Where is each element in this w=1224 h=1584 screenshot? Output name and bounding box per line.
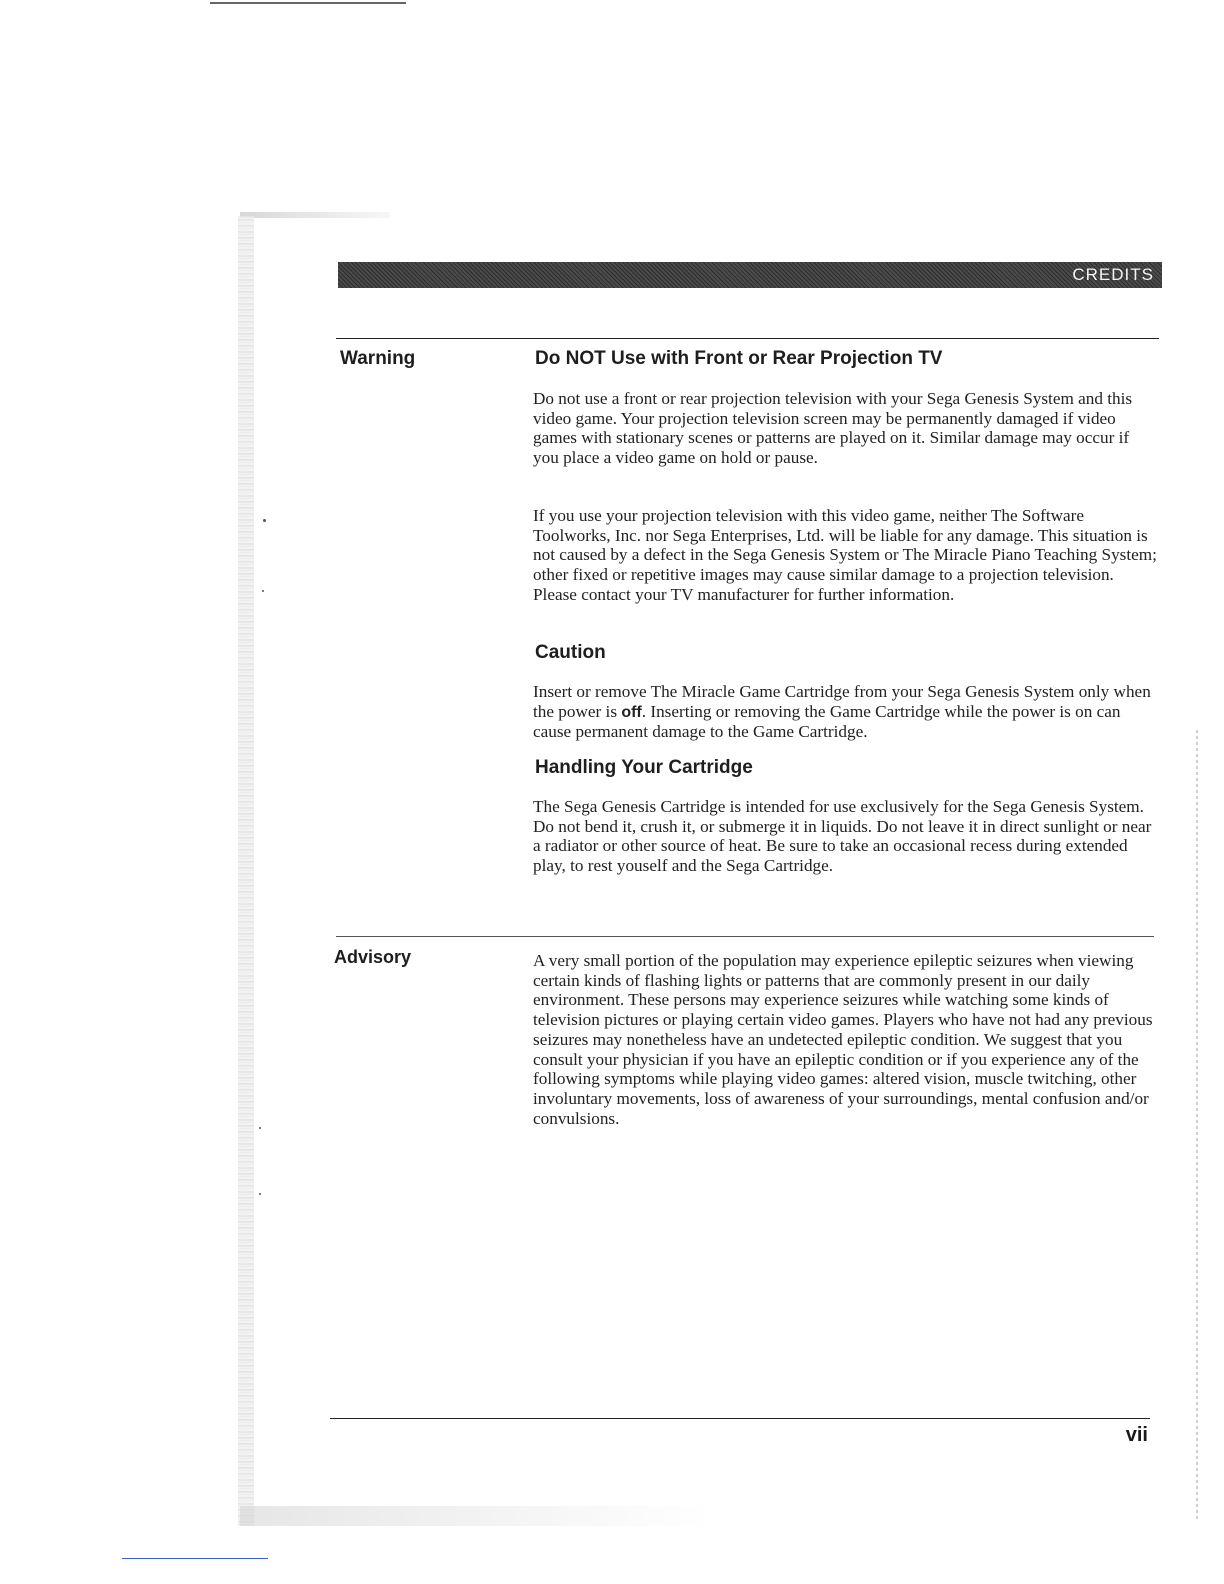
scan-binding-edge — [238, 216, 254, 1526]
section-divider — [336, 338, 1159, 339]
caution-paragraph — [533, 682, 1158, 742]
warning-paragraph-1: Do not use a front or rear projection television with your Sega Genesis System and this video game. Your projection television screen may be permanently damaged if video games with stationary scenes or patterns are played on it. Similar damage may occur if you place a video game on hold or pause. — [533, 389, 1133, 468]
advisory-label: Advisory — [334, 947, 412, 967]
page-number: vii — [1125, 1424, 1148, 1446]
warning-label: Warning — [340, 348, 416, 369]
scan-speck — [259, 1193, 261, 1195]
section-label: CREDITS — [1072, 265, 1154, 284]
footer-rule — [330, 1418, 1150, 1419]
scan-right-edge — [1196, 730, 1198, 1520]
caution-text-after: . Inserting or removing the Game Cartridge while the power is on can cause permanent damage to the Game Cartridge. — [533, 701, 1121, 742]
section-divider — [336, 936, 1154, 937]
section-header-bar — [338, 262, 1162, 288]
warning-title: Do NOT Use with Front or Rear Projection TV — [535, 348, 943, 369]
scan-speck — [263, 519, 266, 522]
caution-emphasis: off — [621, 703, 642, 721]
scan-artifact-top — [210, 2, 406, 4]
scan-speck — [262, 590, 264, 592]
handling-paragraph: The Sega Genesis Cartridge is intended for use exclusively for the Sega Genesis System. Do not bend it, crush it, or submerge it in liquids. Do not leave it in direct sunlight or near a radiator or other source of heat. Be sure to take an occasional recess during extended play, to rest youself and the Sega Cartridge. — [533, 797, 1152, 876]
caution-text-before: Insert or remove The Miracle Game Cartridge from your Sega Genesis System only when the power is — [533, 682, 1151, 721]
advisory-paragraph: A very small portion of the population may experience epileptic seizures when viewing certain kinds of flashing lights or patterns that are commonly present in our daily environment. These persons may experience seizures while watching some kinds of television pictures or playing certain video games. Players who have not had any previous seizures may nonetheless have an undetected epileptic condition. We suggest that you consult your physician if you have an epileptic condition or if you experience any of the following symptoms while playing video games: altered vision, muscle twitching, other involuntary movements, loss of awareness of your surroundings, mental confusion and/or convulsions. — [533, 951, 1153, 1128]
caution-title: Caution — [535, 642, 606, 663]
scan-binding-top — [240, 212, 390, 218]
scan-binding-bottom — [240, 1506, 710, 1526]
warning-paragraph-2: If you use your projection television with this video game, neither The Software Toolworks, Inc. nor Sega Enterprises, Ltd. will be liable for any damage. This situation is not caused by a defect in the Sega Genesis System or The Miracle Piano Teaching System; other fixed or repetitive images may cause similar damage to a projection television. Please contact your TV manufacturer for further information. — [533, 506, 1157, 604]
scan-speck — [259, 1127, 261, 1129]
scan-artifact-bottom — [122, 1558, 268, 1559]
handling-title: Handling Your Cartridge — [535, 757, 753, 778]
